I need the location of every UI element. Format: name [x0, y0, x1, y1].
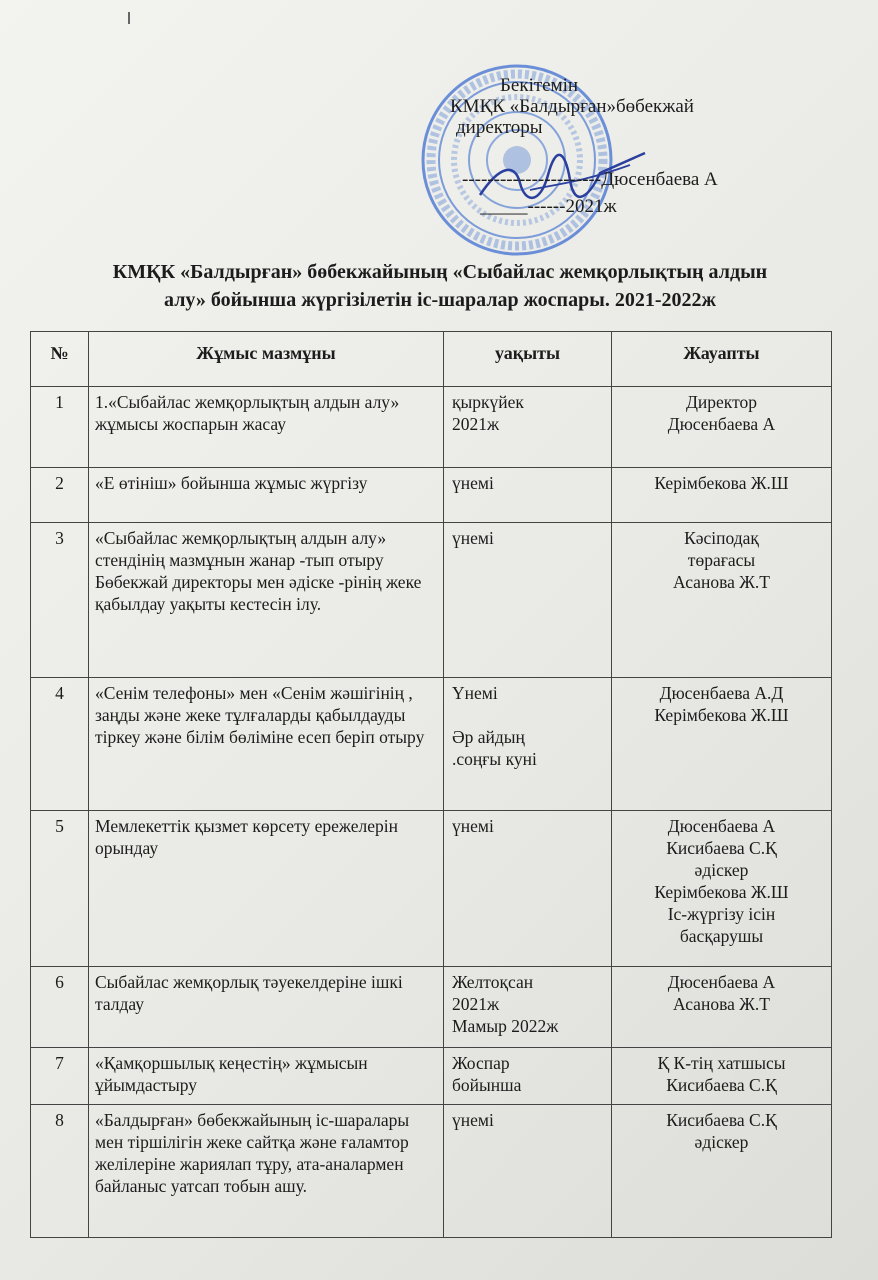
row-time: үнемі [444, 468, 612, 523]
row-content: Сыбайлас жемқорлық тәуекелдеріне ішкі талдау [89, 967, 444, 1048]
row-content: 1.«Сыбайлас жемқорлықтың алдын алу» жұмысы жоспарын жасау [89, 387, 444, 468]
row-responsible: Дюсенбаева А Асанова Ж.Т [612, 967, 832, 1048]
approval-line-1: Бекітемін [500, 75, 579, 96]
row-content: «Сенім телефоны» мен «Сенім жәшігінің , заңды және жеке тұлғаларды қабылдауды тіркеу және білім бөліміне есеп беріп отыру [89, 678, 444, 811]
row-time: үнемі [444, 811, 612, 967]
row-content: «Қамқоршылық кеңестің» жұмысын ұйымдастыру [89, 1048, 444, 1105]
approval-line-3: директоры [456, 117, 543, 138]
row-number: 4 [31, 678, 89, 811]
row-responsible: Директор Дюсенбаева А [612, 387, 832, 468]
approval-line-5: _____------2021ж [480, 196, 617, 217]
table-row [31, 1105, 832, 1238]
row-number: 3 [31, 523, 89, 678]
row-content: «Сыбайлас жемқорлықтың алдын алу» стендінің мазмұнын жанар -тып отыру Бөбекжай директоры мен әдіске -рінің жеке қабылдау уақыты кестесін ілу. [89, 523, 444, 678]
table-row [31, 678, 832, 811]
row-content: «Балдырған» бөбекжайының іс-шаралары мен тіршілігін жеке сайтқа және ғаламтор желілеріне жариялап тұру, ата-аналармен байланыс уатсап тобын ашу. [89, 1105, 444, 1238]
header-number: № [31, 332, 89, 387]
row-time: қыркүйек 2021ж [444, 387, 612, 468]
title-line-2: алу» бойынша жүргізілетін іс-шаралар жоспары. 2021-2022ж [164, 289, 716, 311]
row-responsible: Дюсенбаева А Кисибаева С.Қ әдіскер Керімбекова Ж.Ш Іс-жүргізу ісін басқарушы [612, 811, 832, 967]
header-time: уақыты [444, 332, 612, 387]
scan-mark [128, 12, 130, 24]
header-responsible: Жауапты [612, 332, 832, 387]
table-row [31, 967, 832, 1048]
table-row [31, 468, 832, 523]
document-title [40, 258, 840, 314]
row-content: Мемлекеттік қызмет көрсету ережелерін орындау [89, 811, 444, 967]
row-number: 2 [31, 468, 89, 523]
row-responsible: Дюсенбаева А.Д Керімбекова Ж.Ш [612, 678, 832, 811]
title-line-1: КМҚК «Балдырған» бөбекжайының «Сыбайлас жемқорлықтың алдын [112, 261, 768, 283]
table-row [31, 387, 832, 468]
row-number: 8 [31, 1105, 89, 1238]
row-time: үнемі [444, 523, 612, 678]
row-time: үнемі [444, 1105, 612, 1238]
header-content: Жұмыс мазмұны [89, 332, 444, 387]
row-time: Үнемі Әр айдың .соңғы куні [444, 678, 612, 811]
row-content: «Е өтініш» бойынша жұмыс жүргізу [89, 468, 444, 523]
row-number: 7 [31, 1048, 89, 1105]
table-row [31, 811, 832, 967]
approval-line-2: КМҚК «Балдырған»бөбекжай [450, 96, 694, 117]
row-responsible: Керімбекова Ж.Ш [612, 468, 832, 523]
row-number: 6 [31, 967, 89, 1048]
table-row [31, 1048, 832, 1105]
row-responsible: Кәсіподақ төрағасы Асанова Ж.Т [612, 523, 832, 678]
row-time: Жоспар бойынша [444, 1048, 612, 1105]
approval-line-4: ----------------------Дюсенбаева А [462, 169, 718, 190]
table-row [31, 523, 832, 678]
row-responsible: Қ К-тің хатшысы Кисибаева С.Қ [612, 1048, 832, 1105]
activity-plan-table [30, 331, 832, 1238]
row-number: 5 [31, 811, 89, 967]
table-header-row [31, 332, 832, 387]
row-number: 1 [31, 387, 89, 468]
row-responsible: Кисибаева С.Қ әдіскер [612, 1105, 832, 1238]
approval-block [450, 75, 860, 217]
row-time: Желтоқсан 2021ж Мамыр 2022ж [444, 967, 612, 1048]
